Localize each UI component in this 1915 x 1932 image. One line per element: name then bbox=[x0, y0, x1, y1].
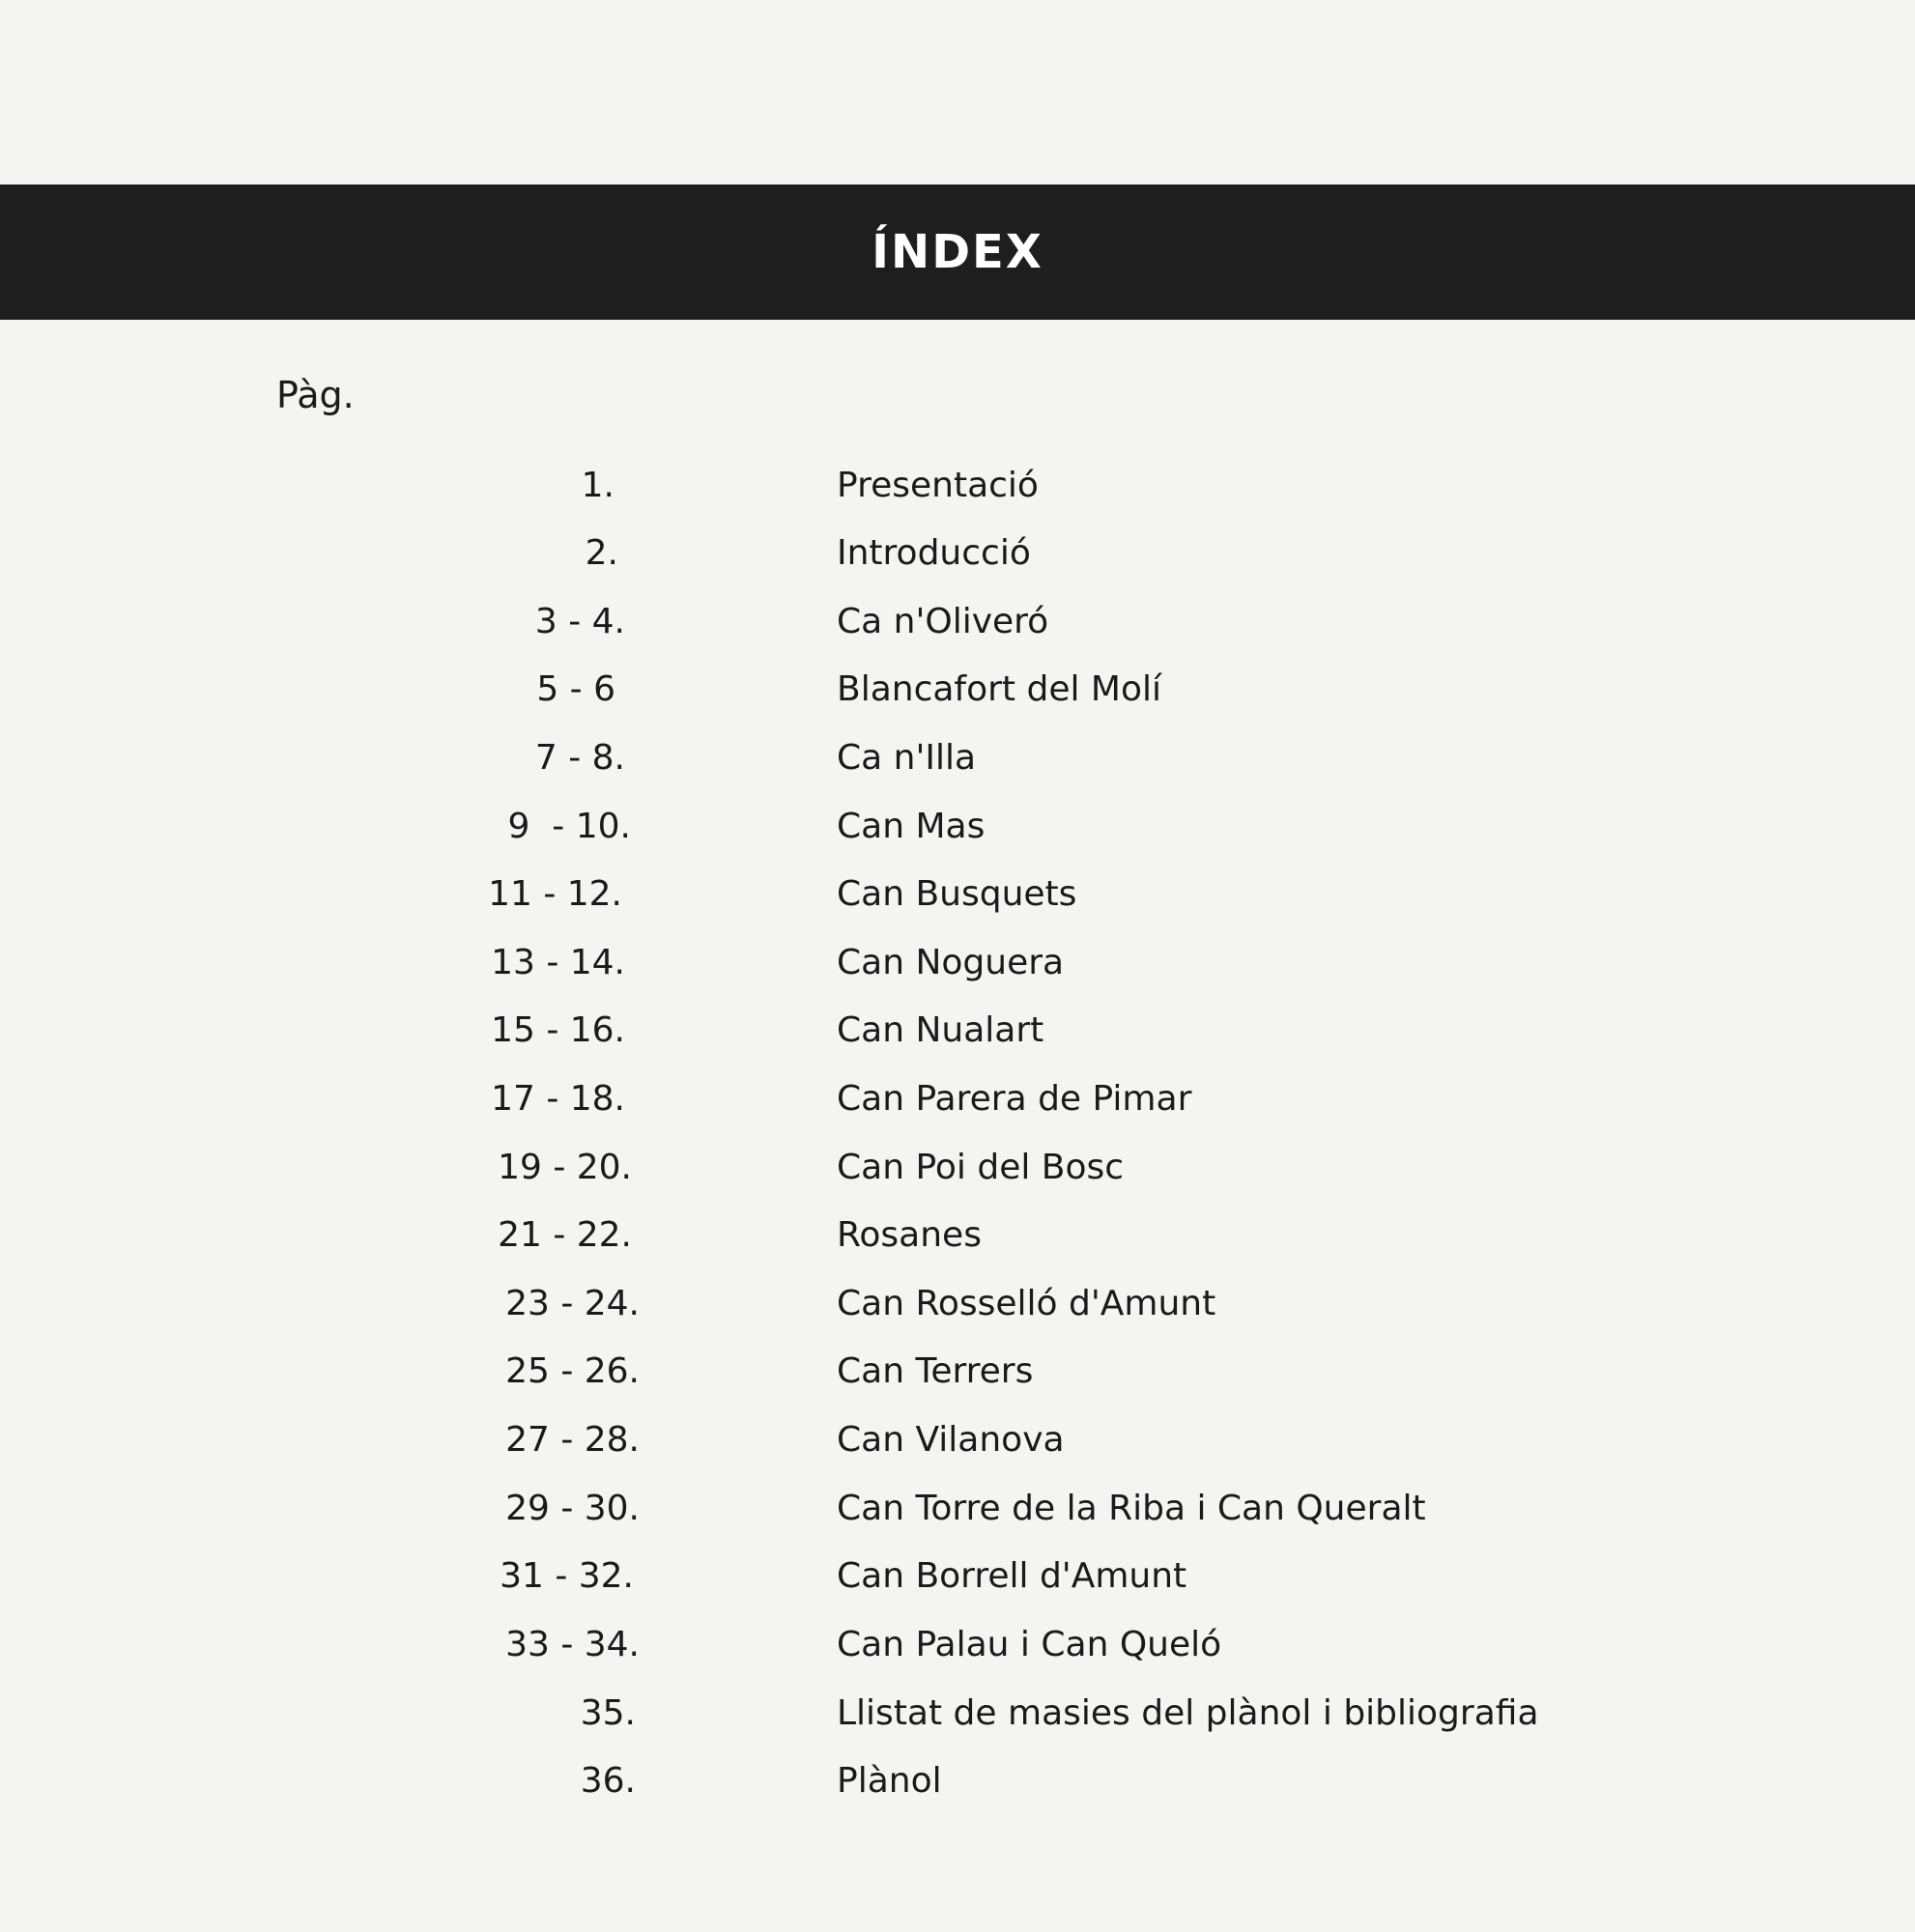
toc-entry bbox=[0, 1139, 1915, 1197]
toc-page-number: 23 - 24. bbox=[505, 1284, 640, 1323]
toc-page-number: 25 - 26. bbox=[505, 1351, 640, 1391]
toc-entry bbox=[0, 1480, 1915, 1538]
toc-entry bbox=[0, 525, 1915, 582]
toc-entry-title: Blancafort del Molí bbox=[837, 669, 1162, 709]
toc-page-number: 3 - 4. bbox=[534, 602, 625, 641]
toc-entry bbox=[0, 934, 1915, 992]
toc-page-number: 9 - 10. bbox=[507, 807, 631, 846]
toc-entry-title: Can Vilanova bbox=[837, 1420, 1065, 1460]
toc-entry-title: Plànol bbox=[837, 1761, 942, 1801]
toc-entry-title: Ca n'Oliveró bbox=[837, 602, 1049, 641]
toc-entry bbox=[0, 1685, 1915, 1743]
index-title: ÍNDEX bbox=[872, 225, 1043, 279]
toc-page-number: 21 - 22. bbox=[498, 1215, 632, 1255]
toc-entry bbox=[0, 1070, 1915, 1128]
toc-entry-title: Rosanes bbox=[837, 1215, 982, 1255]
toc-entry bbox=[0, 1411, 1915, 1469]
toc-entry-title: Can Noguera bbox=[837, 943, 1065, 982]
index-header-banner bbox=[0, 185, 1915, 320]
toc-entry bbox=[0, 1343, 1915, 1401]
toc-entry-title: Can Mas bbox=[837, 807, 986, 846]
toc-page-number: 13 - 14. bbox=[491, 943, 625, 982]
toc-entry bbox=[0, 457, 1915, 515]
toc-page-number: 35. bbox=[580, 1693, 636, 1733]
toc-entry bbox=[0, 1207, 1915, 1264]
toc-entry bbox=[0, 1616, 1915, 1674]
toc-entry bbox=[0, 661, 1915, 719]
toc-page-number: 36. bbox=[580, 1761, 636, 1801]
toc-entry-title: Can Poi del Bosc bbox=[837, 1148, 1125, 1187]
toc-entry-title: Llistat de masies del plànol i bibliografia bbox=[837, 1693, 1539, 1733]
toc-page-number: 29 - 30. bbox=[505, 1489, 640, 1528]
toc-entry-title: Ca n'Illa bbox=[837, 738, 977, 778]
toc-entry-title: Introducció bbox=[837, 533, 1031, 573]
toc-entry-title: Presentació bbox=[837, 466, 1039, 505]
toc-page-number: 19 - 20. bbox=[498, 1148, 632, 1187]
toc-entry-title: Can Busquets bbox=[837, 874, 1077, 914]
toc-page-number: 5 - 6 bbox=[536, 669, 615, 709]
toc-entry bbox=[0, 1548, 1915, 1605]
toc-entry-title: Can Rosselló d'Amunt bbox=[837, 1284, 1216, 1323]
toc-page-number: 33 - 34. bbox=[505, 1625, 640, 1664]
toc-entry bbox=[0, 1752, 1915, 1810]
toc-entry-title: Can Terrers bbox=[837, 1351, 1034, 1391]
toc-entry bbox=[0, 593, 1915, 651]
toc-page-number: 11 - 12. bbox=[488, 874, 622, 914]
toc-page-number: 1. bbox=[581, 466, 615, 505]
toc-page-number: 15 - 16. bbox=[491, 1010, 625, 1050]
toc-entry-title: Can Torre de la Riba i Can Queralt bbox=[837, 1489, 1426, 1528]
toc-entry bbox=[0, 1275, 1915, 1333]
toc-entry bbox=[0, 1002, 1915, 1060]
toc-entry-title: Can Nualart bbox=[837, 1010, 1044, 1050]
toc-entry bbox=[0, 729, 1915, 787]
page-column-label: Pàg. bbox=[276, 374, 355, 416]
toc-page-number: 27 - 28. bbox=[505, 1420, 640, 1460]
toc-page-number: 31 - 32. bbox=[500, 1556, 634, 1596]
toc-entry bbox=[0, 798, 1915, 856]
toc-page-number: 17 - 18. bbox=[491, 1079, 625, 1119]
toc-entry-title: Can Parera de Pimar bbox=[837, 1079, 1192, 1119]
toc-entry-title: Can Borrell d'Amunt bbox=[837, 1556, 1187, 1596]
toc-page-number: 2. bbox=[585, 533, 618, 573]
toc-entry bbox=[0, 866, 1915, 923]
toc-entry-title: Can Palau i Can Queló bbox=[837, 1625, 1222, 1664]
toc-page-number: 7 - 8. bbox=[534, 738, 625, 778]
